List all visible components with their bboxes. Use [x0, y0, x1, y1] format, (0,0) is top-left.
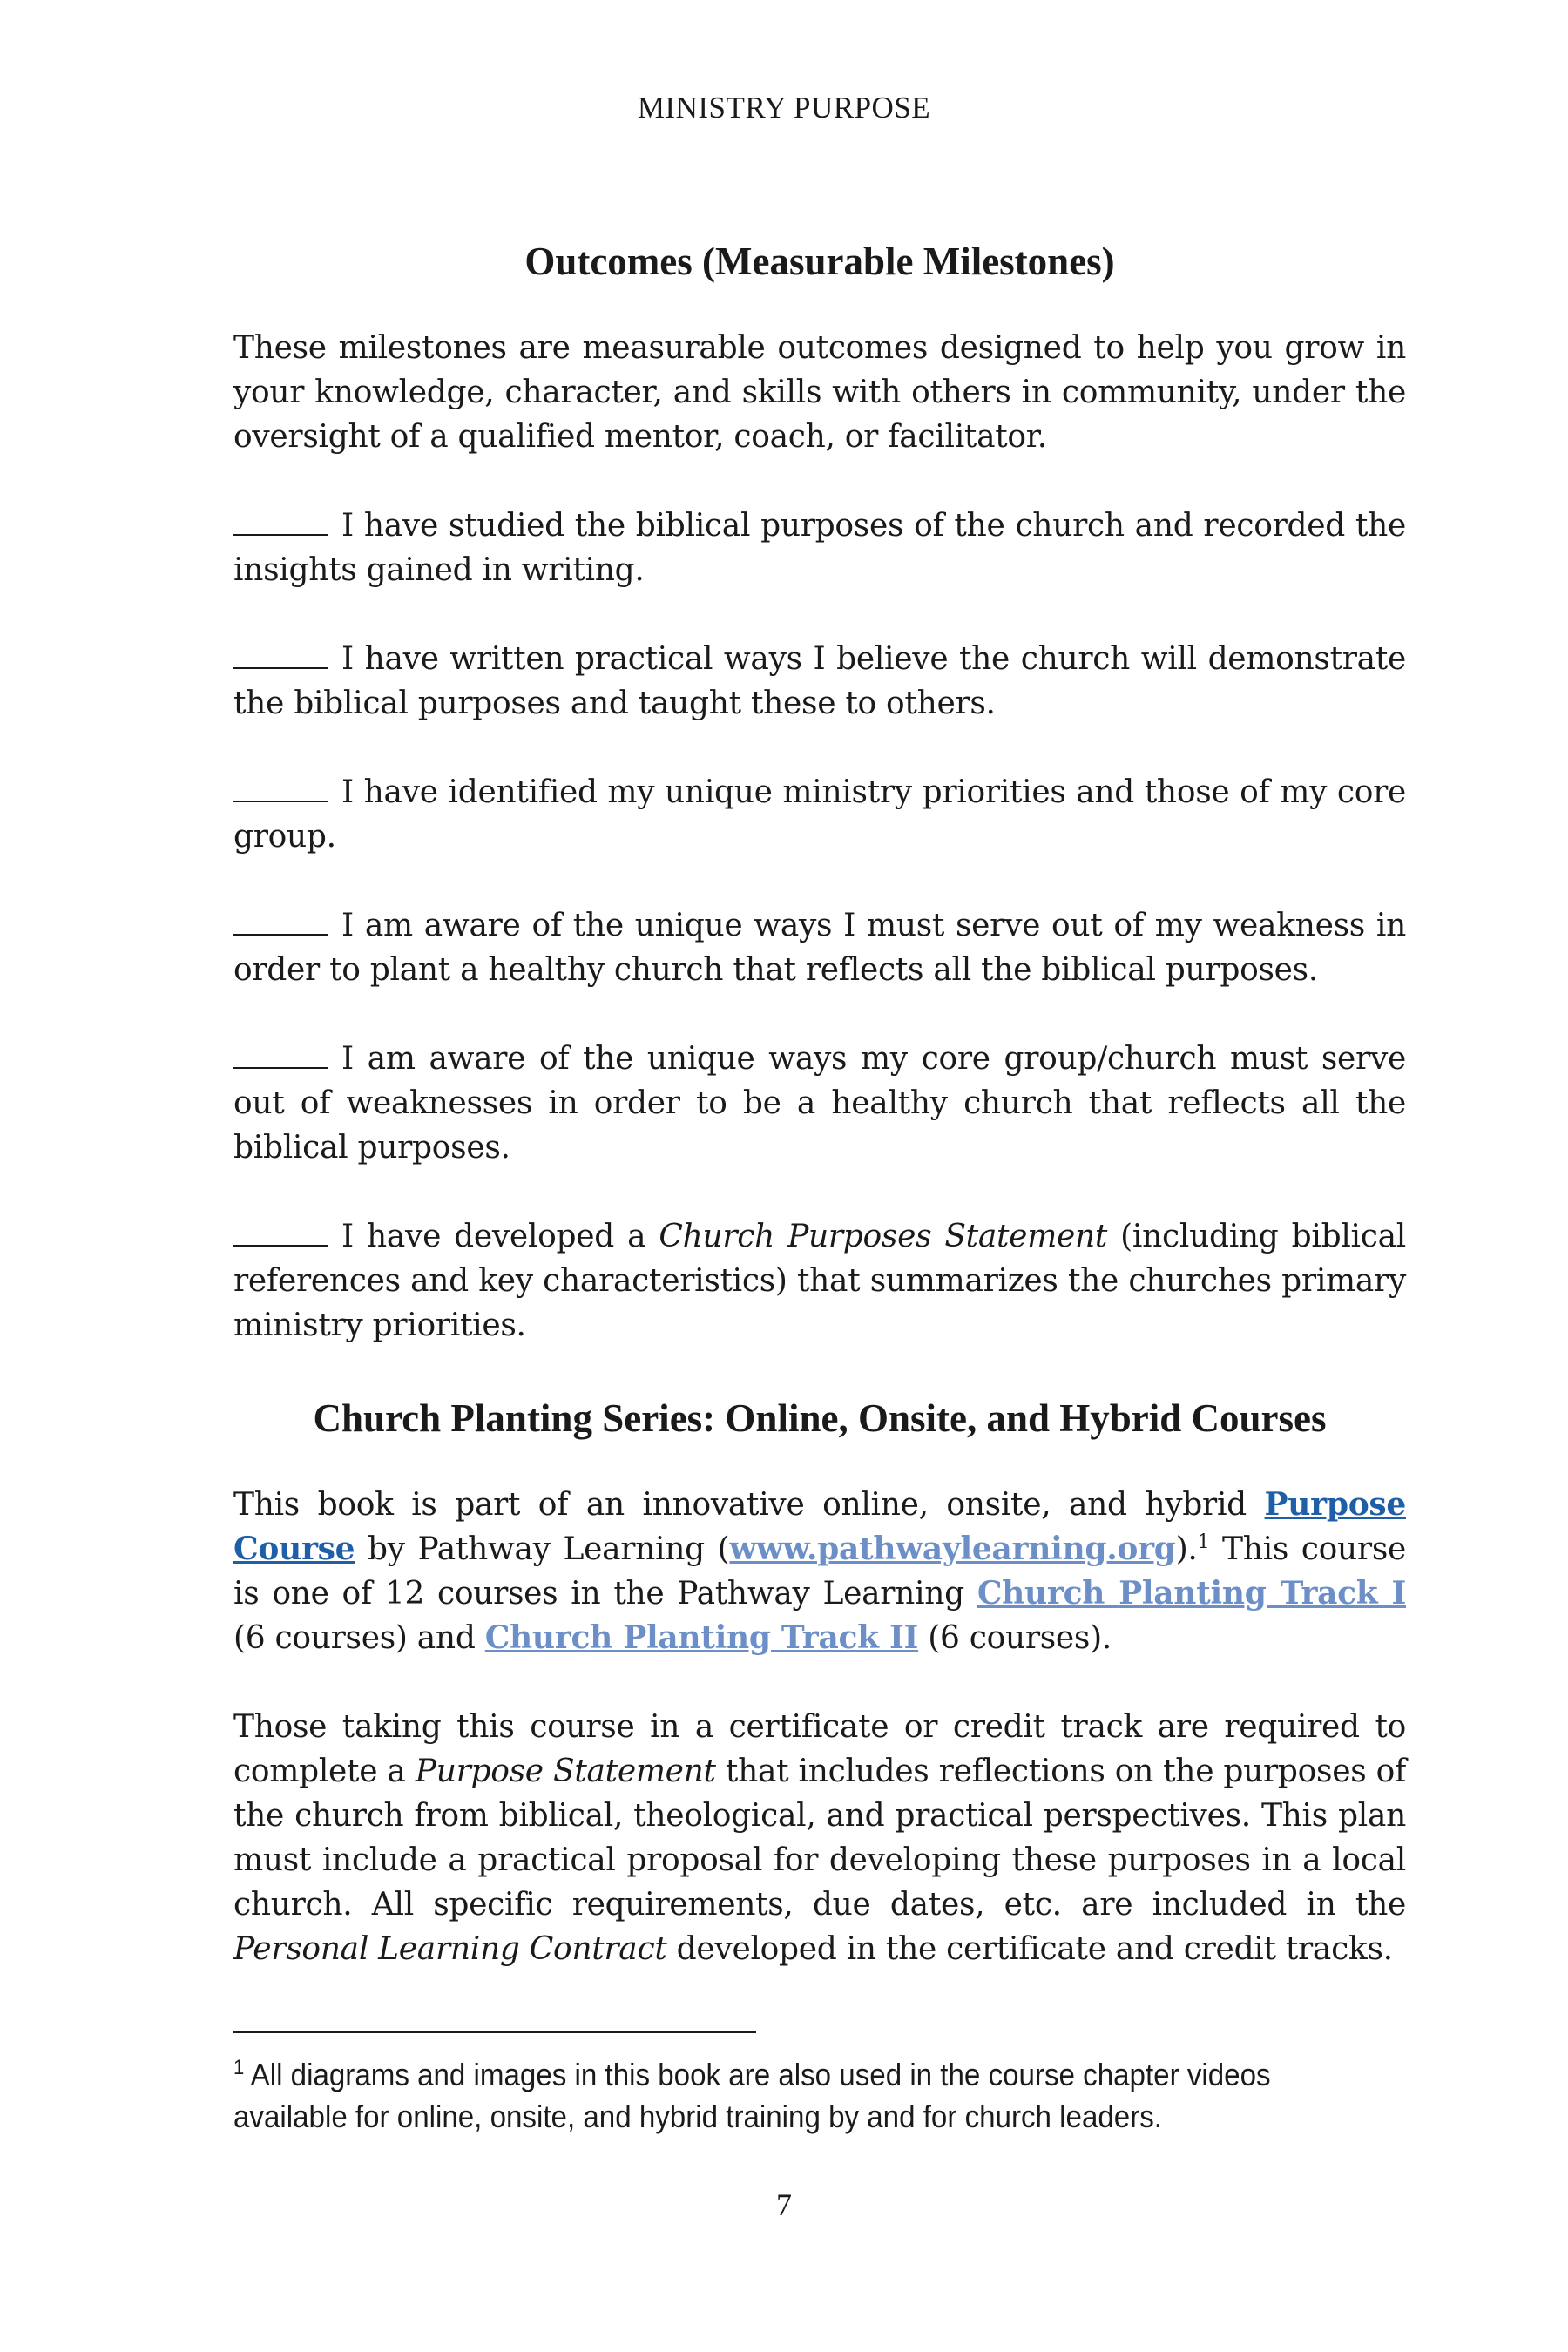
page-number: 7 [776, 2187, 792, 2222]
outcomes-intro: These milestones are measurable outcomes designed to help you grow in your knowledge, character, and skills with others in community, under the oversight of a qualified mentor, coach, or facilitator. [233, 330, 1406, 455]
milestone-item [233, 903, 1406, 992]
church-planting-track-2-link[interactable]: Church Planting Track II [484, 1619, 919, 1656]
para-text: (6 courses). [918, 1620, 1112, 1656]
checkbox-blank-line[interactable] [233, 638, 328, 669]
page-content [233, 235, 1406, 1971]
checkbox-blank-line[interactable] [233, 1037, 328, 1069]
milestone-item [233, 770, 1406, 859]
milestone-text: I have identified my unique ministry priorities and those of my core group. [233, 774, 1406, 855]
milestone-text: I have studied the biblical purposes of the church and recorded the insights gained in writing. [233, 508, 1406, 588]
learning-contract-italic: Personal Learning Contract [233, 1931, 667, 1967]
series-paragraph-2 [233, 1705, 1406, 1971]
para-text: developed in the certificate and credit tracks. [666, 1931, 1393, 1967]
milestone-item [233, 1214, 1406, 1348]
milestone-item [233, 504, 1406, 592]
footnote-text: All diagrams and images in this book are also used in the course chapter videos available for online, onsite, and hybrid training by and for church leaders. [233, 2057, 1271, 2134]
church-planting-track-1-link[interactable]: Church Planting Track I [977, 1575, 1406, 1612]
checkbox-blank-line[interactable] [233, 904, 328, 936]
series-paragraph-1 [233, 1483, 1406, 1660]
milestone-text: I am aware of the unique ways I must serve out of my weakness in order to plant a healthy church that reflects all the biblical purposes. [233, 908, 1406, 988]
checkbox-blank-line[interactable] [233, 504, 328, 536]
milestone-text-italic: Church Purposes Statement [659, 1219, 1108, 1254]
checkbox-blank-line[interactable] [233, 1215, 328, 1247]
footnote-reference[interactable]: 1 [1197, 1531, 1210, 1553]
series-heading: Church Planting Series: Online, Onsite, and Hybrid Courses [313, 1396, 1327, 1440]
footnote-number: 1 [233, 2056, 245, 2079]
milestone-item [233, 637, 1406, 726]
milestone-text-before: I have developed a [341, 1219, 659, 1254]
para-text: This book is part of an innovative online, onsite, and hybrid [233, 1487, 1265, 1523]
running-header: MINISTRY PURPOSE [637, 91, 931, 125]
para-text: Those taking this course in a certificate or credit track are required to complete a [233, 1709, 1406, 1789]
milestone-text: I have written practical ways I believe the church will demonstrate the biblical purposes and taught these to others. [233, 641, 1406, 721]
purpose-course-link[interactable]: Purpose Course [233, 1486, 1406, 1567]
milestone-text: I am aware of the unique ways my core group/church must serve out of weaknesses in order to be a healthy church that reflects all the biblical purposes. [233, 1041, 1406, 1166]
para-text: that includes reflections on the purposes of the church from biblical, theological, and practical perspectives. This plan must include a practical proposal for developing these purposes in a local church. All specific requirements, due dates, etc. are included in the [233, 1754, 1406, 1923]
footnote [233, 2054, 1312, 2138]
pathway-website-link[interactable]: www.pathwaylearning.org [729, 1531, 1176, 1567]
para-text: ). [1175, 1531, 1198, 1567]
checkbox-blank-line[interactable] [233, 771, 328, 802]
para-text: by Pathway Learning ( [355, 1531, 730, 1567]
footnote-divider [233, 2031, 756, 2033]
para-text: (6 courses) and [233, 1620, 485, 1656]
purpose-statement-italic: Purpose Statement [415, 1754, 716, 1789]
milestone-text-after: (including biblical references and key characteristics) that summarizes the churches primary ministry priorities. [233, 1219, 1406, 1343]
para-text: This course is one of 12 courses in the Pathway Learning [233, 1531, 1406, 1612]
milestone-item [233, 1037, 1406, 1170]
outcomes-heading: Outcomes (Measurable Milestones) [524, 240, 1115, 283]
